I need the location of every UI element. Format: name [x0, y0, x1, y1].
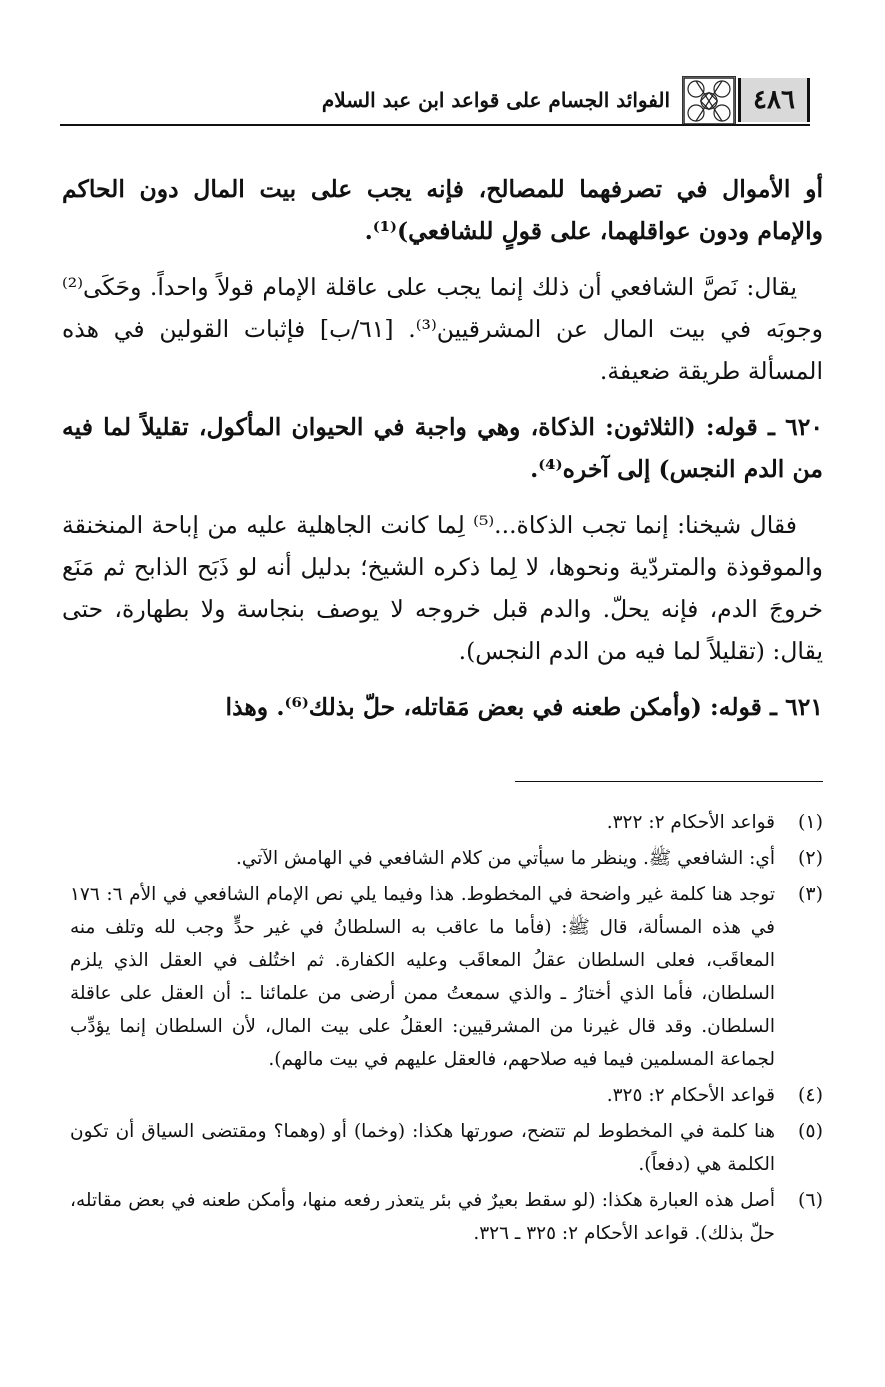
paragraph-text: فقال شيخنا: إنما تجب الذكاة...⁽⁵⁾ لِما كانت الجاهلية عليه من إباحة المنخنقة والموقوذة والمتردّية ونحوها، لا لِما ذكره الشيخ؛ بدليل أنه لو ذَبَح الذابح ثم مَنَع خروجَ الدم، فإنه يحلّ. والدم قبل خروجه لا يوصف بنجاسة ولا بطهارة، حتى يقال: (تقليلاً لما فيه من الدم النجس). [62, 511, 823, 665]
footnote-number: (٣) [797, 883, 823, 905]
footnote-number: (٥) [797, 1120, 823, 1142]
paragraph [62, 406, 823, 490]
footnote-number: (١) [797, 811, 823, 833]
paragraph [62, 686, 823, 728]
ornament-icon [682, 76, 736, 126]
footnote [70, 1079, 823, 1112]
footnote [70, 806, 823, 839]
footnote [70, 842, 823, 875]
footnote-number: (٦) [797, 1189, 823, 1211]
footnote-text: قواعد الأحكام ٢: ٣٢٢. [606, 812, 775, 833]
footnotes [70, 806, 823, 1253]
paragraph [62, 504, 823, 672]
footnote [70, 878, 823, 1076]
paragraph [62, 168, 823, 252]
paragraph [62, 266, 823, 392]
footnote-text: توجد هنا كلمة غير واضحة في المخطوط. هذا وفيما يلي نص الإمام الشافعي في الأم ٦: ١٧٦ في هذه المسألة، قال ﷺ: (فأما ما عاقب به السلطانُ في غير حدٍّ وجب لله وتلف منه المعاقَب، فعلى السلطان عقلُ المعاقَب وعليه الكفارة. ثم اختُلف في العقل الذي يلزم السلطان، فأما الذي أختارُ ـ والذي سمعتُ ممن أرضى من علمائنا ـ: أن العقل على عاقلة السلطان. وقد قال غيرنا من المشرقيين: العقلُ على بيت المال، لأن السلطان إنما يؤدِّب لجماعة المسلمين فيما فيه صلاحهم، فالعقل عليهم في بيت مالهم). [70, 884, 775, 1070]
paragraph-text: ٦٢٠ ـ قوله: (الثلاثون: الذكاة، وهي واجبة في الحيوان المأكول، تقليلاً لما فيه من الدم النجس) إلى آخره⁽⁴⁾. [62, 413, 823, 483]
paragraph-text: ٦٢١ ـ قوله: (وأمكن طعنه في بعض مَقاتله، حلّ بذلك⁽⁶⁾. وهذا [225, 693, 823, 721]
footnote [70, 1184, 823, 1250]
footnote [70, 1115, 823, 1181]
header-rule [60, 124, 810, 126]
footnote-number: (٤) [797, 1084, 823, 1106]
running-header [60, 72, 810, 128]
paragraph-text: يقال: نَصَّ الشافعي أن ذلك إنما يجب على عاقلة الإمام قولاً واحداً. وحَكَى⁽²⁾ وجوبَه في بيت المال عن المشرقيين⁽³⁾. [٦١/ب] فإثبات القولين في هذه المسألة طريقة ضعيفة. [62, 273, 823, 385]
page-number: ٤٨٦ [738, 78, 810, 122]
main-text [62, 168, 823, 742]
footnote-number: (٢) [797, 847, 823, 869]
footnote-text: هنا كلمة في المخطوط لم تتضح، صورتها هكذا: (وخما) أو (وهما؟ ومقتضى السياق أن تكون الكلمة هي (دفعاً). [70, 1121, 775, 1175]
paragraph-text: أو الأموال في تصرفهما للمصالح، فإنه يجب على بيت المال دون الحاكم والإمام ودون عواقلهما، على قولٍ للشافعي)⁽¹⁾. [62, 175, 823, 245]
footnote-text: قواعد الأحكام ٢: ٣٢٥. [606, 1085, 775, 1106]
running-title: الفوائد الجسام على قواعد ابن عبد السلام [321, 88, 670, 112]
footnote-text: أي: الشافعي ﷺ. وينظر ما سيأتي من كلام الشافعي في الهامش الآتي. [236, 848, 775, 869]
footnote-text: أصل هذه العبارة هكذا: (لو سقط بعيرٌ في بئر يتعذر رفعه منها، وأمكن طعنه في بعض مقاتله، حلّ بذلك). قواعد الأحكام ٢: ٣٢٥ ـ ٣٢٦. [70, 1190, 775, 1244]
footnote-separator [515, 781, 823, 782]
